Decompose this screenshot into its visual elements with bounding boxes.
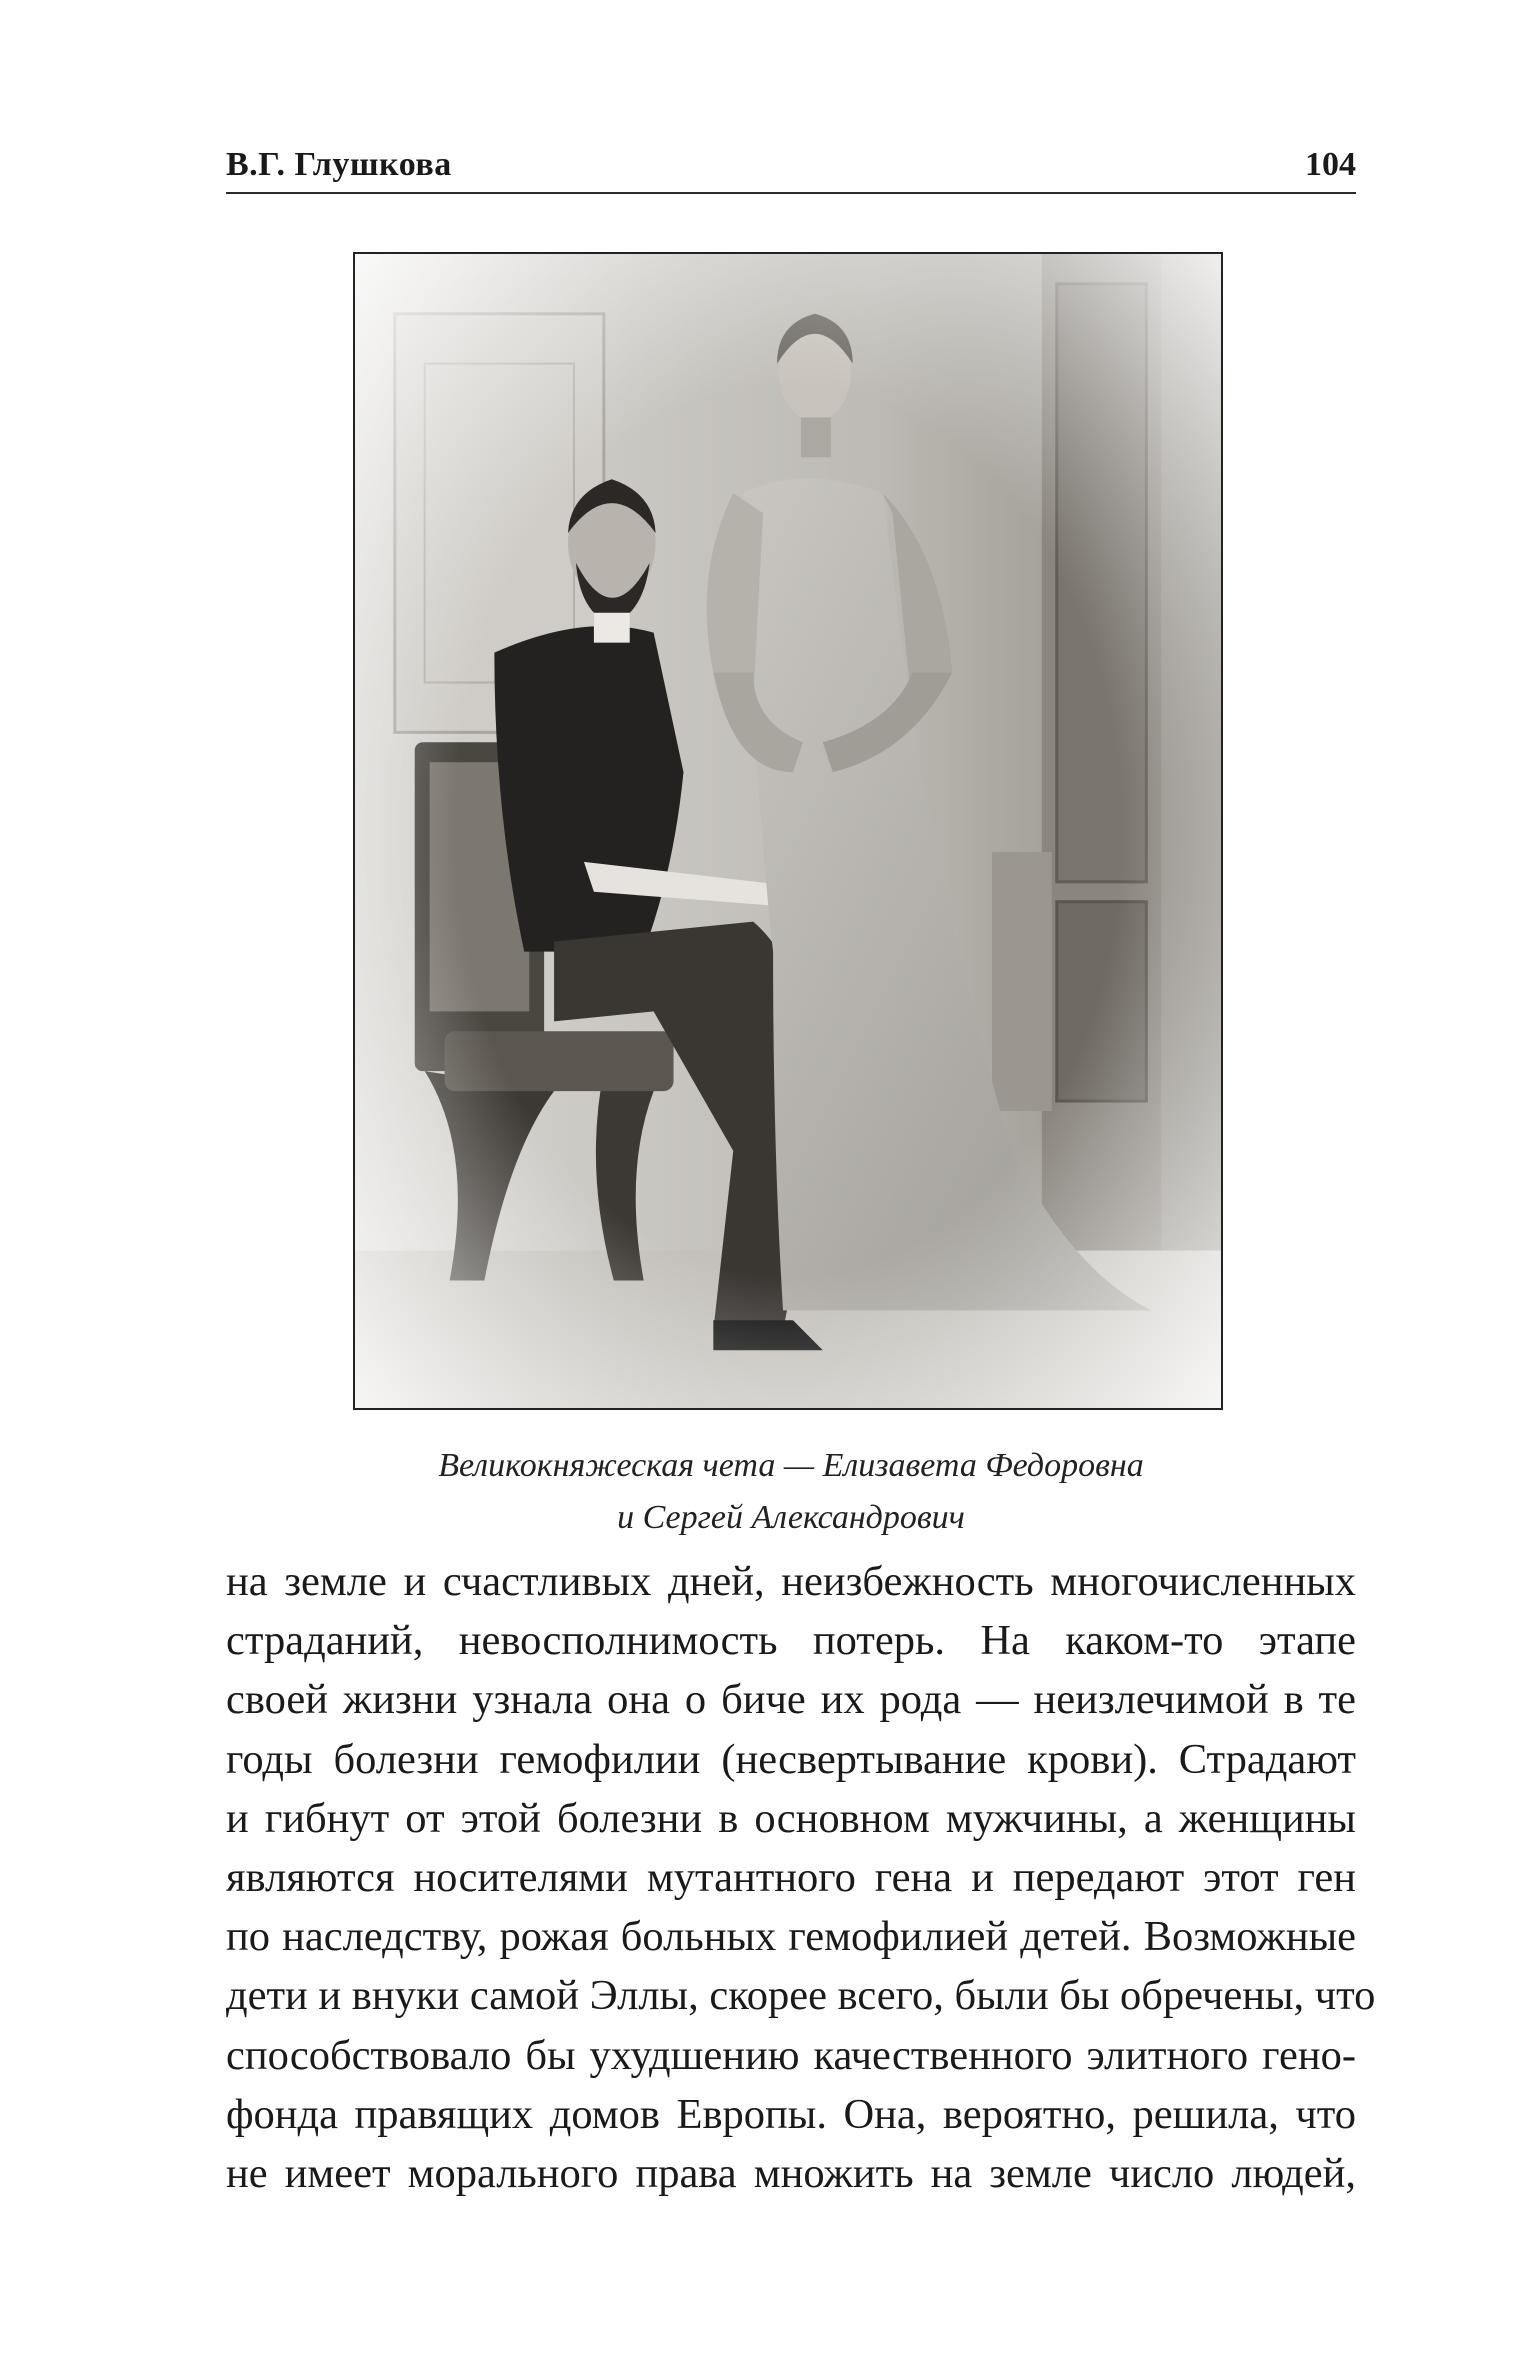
caption-line: и Сергей Александрович — [617, 1499, 965, 1536]
text-line: страданий, невосполнимость потерь. На каком-то этапе — [226, 1617, 1356, 1665]
photograph-icon — [355, 254, 1221, 1408]
figure-caption — [226, 1440, 1356, 1544]
text-line: на земле и счастливых дней, неизбежность многочисленных — [226, 1558, 1356, 1605]
caption-line: Великокняжеская чета — Елизавета Федоровна — [438, 1447, 1144, 1484]
text-line: являются носителями мутантного гена и передают этот ген — [226, 1853, 1356, 1901]
body-paragraph — [226, 1552, 1376, 2203]
historical-photograph — [353, 252, 1223, 1410]
header-author: В.Г. Глушкова — [226, 146, 452, 183]
running-header — [226, 132, 1356, 194]
text-line: своей жизни узнала она о биче их рода — неизлечимой в те — [226, 1676, 1356, 1724]
text-line: и гибнут от этой болезни в основном мужчины, а женщины — [226, 1794, 1356, 1842]
text-line: не имеет морального права множить на земле число людей, — [226, 2149, 1356, 2197]
text-line: фонда правящих домов Европы. Она, вероятно, решила, что — [226, 2090, 1356, 2138]
text-line: дети и внуки самой Эллы, скорее всего, были бы обречены, что — [226, 1972, 1376, 2020]
text-line: годы болезни гемофилии (несвертывание крови). Страдают — [226, 1735, 1356, 1783]
text-line: способствовало бы ухудшению качественного элитного гено- — [226, 2031, 1356, 2079]
page-number: 104 — [1305, 146, 1356, 183]
text-line: по наследству, рожая больных гемофилией детей. Возможные — [226, 1913, 1356, 1961]
